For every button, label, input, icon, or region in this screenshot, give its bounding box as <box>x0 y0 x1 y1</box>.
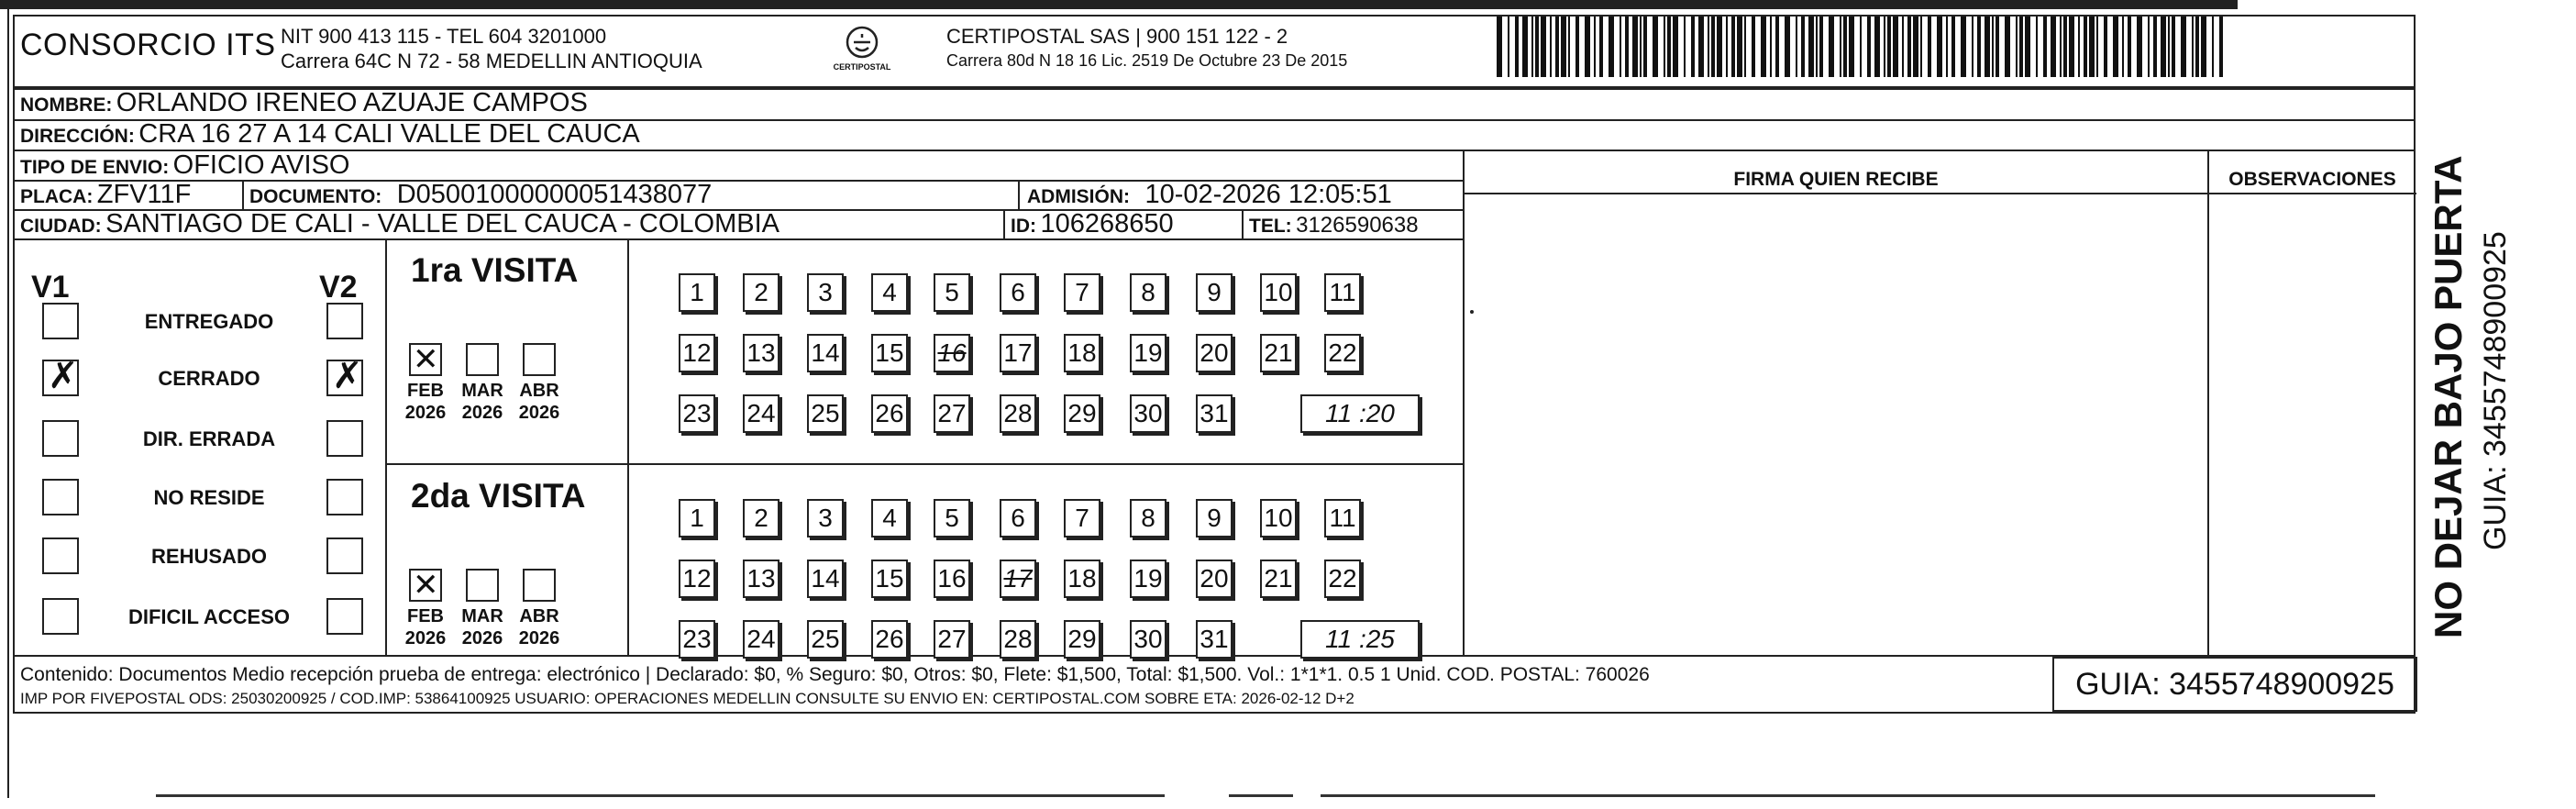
barcode-bar <box>2096 17 2098 77</box>
v2-checkbox[interactable] <box>326 479 363 515</box>
barcode-bar <box>1985 17 1990 77</box>
barcode-bar <box>1849 17 1854 77</box>
day-box[interactable]: 30 <box>1130 394 1166 433</box>
barcode-bar <box>1902 17 1904 77</box>
barcode-bar <box>1775 17 1779 77</box>
company-info <box>281 24 702 73</box>
month-label: MAR <box>461 381 503 401</box>
barcode-bar <box>2060 17 2062 77</box>
day-box[interactable]: 25 <box>807 620 844 659</box>
certipostal-license: Carrera 80d N 18 16 Lic. 2519 De Octubre 23 De 2015 <box>946 51 1348 70</box>
barcode-bar <box>2219 17 2223 77</box>
v1-checkbox[interactable] <box>42 598 79 635</box>
barcode-bar <box>1585 17 1590 77</box>
day-box[interactable]: 3 <box>807 273 844 312</box>
day-box[interactable]: 19 <box>1130 334 1166 372</box>
barcode-bar <box>2153 17 2157 77</box>
barcode-bar <box>1555 17 1559 77</box>
admision-value: 10-02-2026 12:05:51 <box>1144 180 1392 209</box>
firma-header: FIRMA QUIEN RECIBE <box>1733 169 1939 190</box>
nombre-row <box>20 88 588 118</box>
barcode-bar <box>2122 17 2124 77</box>
day-box[interactable]: 23 <box>679 394 715 433</box>
day-box[interactable]: 12 <box>679 334 715 372</box>
month-checkbox[interactable] <box>523 569 556 602</box>
bottom-edge-line <box>1321 794 2375 797</box>
v1-checkbox[interactable] <box>42 420 79 457</box>
day-box[interactable]: 17 <box>1000 334 1036 372</box>
status-label: CERRADO <box>158 367 260 390</box>
barcode-bar <box>2195 17 2199 77</box>
day-box[interactable]: 28 <box>1000 394 1036 433</box>
barcode-bar <box>1625 17 1629 77</box>
ciudad-label: CIUDAD: <box>20 216 102 237</box>
month-label: ABR <box>519 381 559 401</box>
barcode-bar <box>1698 17 1704 77</box>
v1-checkbox[interactable] <box>42 537 79 574</box>
day-box[interactable]: 4 <box>871 499 908 537</box>
barcode-bar <box>1744 17 1746 77</box>
barcode-bar <box>1667 17 1671 77</box>
day-box[interactable]: 1 <box>679 499 715 537</box>
visit-time[interactable]: 11 :25 <box>1300 620 1420 659</box>
tipo-row <box>20 150 349 181</box>
status-label: ENTREGADO <box>144 310 274 333</box>
placa-label: PLACA: <box>20 186 94 207</box>
check-mark: ✗ <box>332 355 363 397</box>
barcode-bar <box>1808 17 1814 77</box>
status-label: DIR. ERRADA <box>142 427 276 450</box>
side-guia-text: GUIA: 3455748900925 <box>2478 231 2513 550</box>
day-box[interactable]: 27 <box>934 394 970 433</box>
barcode-bar <box>1609 17 1614 77</box>
barcode-bar <box>2148 17 2150 77</box>
documento-label: DOCUMENTO: <box>249 186 382 207</box>
day-box[interactable]: 26 <box>871 620 908 659</box>
check-mark: ✕ <box>413 341 439 378</box>
day-box[interactable]: 8 <box>1130 273 1166 312</box>
month-label: FEB <box>407 606 444 626</box>
barcode-bar <box>1801 17 1805 77</box>
day-box[interactable]: 23 <box>679 620 715 659</box>
logo-text: CERTIPOSTAL <box>833 62 891 72</box>
day-box[interactable]: 14 <box>807 334 844 372</box>
barcode-bar <box>1717 17 1722 77</box>
barcode-bar <box>1640 17 1642 77</box>
nombre-label: NOMBRE: <box>20 94 113 116</box>
day-box[interactable]: 7 <box>1064 499 1100 537</box>
barcode-bar <box>2019 17 2023 77</box>
barcode-bar <box>2161 17 2166 77</box>
day-box[interactable]: 27 <box>934 620 970 659</box>
day-box[interactable]: 4 <box>871 273 908 312</box>
day-box[interactable]: 12 <box>679 560 715 598</box>
sig-header-divider <box>1465 193 2416 194</box>
day-box[interactable]: 7 <box>1064 273 1100 312</box>
day-box[interactable]: 8 <box>1130 499 1166 537</box>
day-box[interactable]: 22 <box>1324 334 1361 372</box>
barcode-bar <box>1599 17 1603 77</box>
barcode-bar <box>1840 17 1841 77</box>
barcode-bar <box>1568 17 1570 77</box>
barcode-bar <box>1961 17 1966 77</box>
barcode-bar <box>1531 17 1533 77</box>
barcode-bar <box>2192 17 2194 77</box>
tipo-value: OFICIO AVISO <box>172 150 350 180</box>
barcode-bar <box>1996 17 1999 77</box>
month-checkbox[interactable] <box>409 569 442 602</box>
v2-checkbox[interactable] <box>326 303 363 339</box>
day-box[interactable]: 31 <box>1196 620 1233 659</box>
documento-field <box>249 180 712 210</box>
barcode-bar <box>2025 17 2030 77</box>
barcode-bar <box>1673 17 1678 77</box>
barcode-bar <box>1937 17 1942 77</box>
status-label: NO RESIDE <box>153 486 265 509</box>
barcode-bar <box>1884 17 1885 77</box>
day-box[interactable]: 15 <box>871 334 908 372</box>
day-box[interactable]: 21 <box>1260 560 1297 598</box>
direccion-value: CRA 16 27 A 14 CALI VALLE DEL CAUCA <box>138 119 640 149</box>
barcode-bar <box>1664 17 1665 77</box>
day-box[interactable]: 29 <box>1064 620 1100 659</box>
day-box[interactable]: 9 <box>1196 499 1233 537</box>
barcode-bar <box>2128 17 2131 77</box>
barcode-bar <box>1816 17 1818 77</box>
day-box[interactable]: 25 <box>807 394 844 433</box>
day-box[interactable]: 17 <box>1000 560 1036 598</box>
barcode-bar <box>2172 17 2175 77</box>
day-box[interactable]: 19 <box>1130 560 1166 598</box>
day-box[interactable]: 16 <box>934 560 970 598</box>
tel-label: TEL: <box>1249 216 1292 237</box>
month-year-label <box>398 380 453 424</box>
day-box[interactable]: 9 <box>1196 273 1233 312</box>
barcode-bar <box>1684 17 1686 77</box>
status-label: DIFICIL ACCESO <box>127 605 290 628</box>
v2-label: V2 <box>319 270 358 305</box>
barcode <box>1497 17 2230 77</box>
barcode-bar <box>2036 17 2038 77</box>
year-label: 2026 <box>518 628 560 648</box>
col-divider <box>1003 209 1005 240</box>
v1-checkbox[interactable] <box>42 355 79 397</box>
visit-divider <box>387 463 1465 465</box>
barcode-bar <box>1860 17 1862 77</box>
month-label: ABR <box>519 606 559 626</box>
barcode-bar <box>1887 17 1891 77</box>
month-year-label <box>512 380 567 424</box>
day-box[interactable]: 14 <box>807 560 844 598</box>
certipostal-logo <box>830 22 894 79</box>
day-box[interactable]: 13 <box>743 334 779 372</box>
v1-checkbox[interactable] <box>42 303 79 339</box>
ciudad-value: SANTIAGO DE CALI - VALLE DEL CAUCA - COLOMBIA <box>105 209 779 238</box>
barcode-bar <box>1522 17 1528 77</box>
barcode-bar <box>2051 17 2056 77</box>
day-box[interactable]: 2 <box>743 273 779 312</box>
barcode-bar <box>1770 17 1772 77</box>
barcode-bar <box>1708 17 1709 77</box>
col-divider <box>242 180 244 211</box>
month-checkbox[interactable] <box>466 343 499 376</box>
v2-checkbox[interactable] <box>326 598 363 635</box>
barcode-bar <box>1946 17 1948 77</box>
month-year-label <box>398 605 453 649</box>
barcode-bar <box>1508 17 1509 77</box>
barcode-bar <box>1874 17 1880 77</box>
barcode-bar <box>1594 17 1596 77</box>
barcode-bar <box>1785 17 1790 77</box>
month-checkbox[interactable] <box>523 343 556 376</box>
v1-label: V1 <box>31 270 70 305</box>
tipo-label: TIPO DE ENVIO: <box>20 157 170 178</box>
direccion-row <box>20 119 640 150</box>
barcode-bar <box>1731 17 1735 77</box>
visit-title: 2da VISITA <box>411 477 586 515</box>
month-year-label <box>455 380 510 424</box>
col-divider <box>385 238 387 657</box>
top-edge-bar <box>0 0 2238 9</box>
day-box[interactable]: 21 <box>1260 334 1297 372</box>
day-box[interactable]: 16 <box>934 334 970 372</box>
year-label: 2026 <box>404 628 447 648</box>
barcode-bar <box>1920 17 1922 77</box>
company-address: Carrera 64C N 72 - 58 MEDELLIN ANTIOQUIA <box>281 50 702 72</box>
barcode-bar <box>2113 17 2118 77</box>
year-label: 2026 <box>404 403 447 423</box>
v2-checkbox[interactable] <box>326 355 363 397</box>
placa-value: ZFV11F <box>96 180 192 209</box>
day-box[interactable]: 24 <box>743 394 779 433</box>
id-field <box>1011 209 1174 239</box>
barcode-bar <box>2084 17 2087 77</box>
year-label: 2026 <box>461 628 503 648</box>
company-nit: NIT 900 413 115 - TEL 604 3201000 <box>281 25 607 48</box>
day-box[interactable]: 15 <box>871 560 908 598</box>
v1-checkbox[interactable] <box>42 479 79 515</box>
company-name: CONSORCIO ITS <box>20 28 276 62</box>
barcode-bar <box>2212 17 2214 77</box>
placa-field <box>20 180 191 210</box>
barcode-bar <box>1535 17 1539 77</box>
day-box[interactable]: 11 <box>1324 499 1361 537</box>
status-label: REHUSADO <box>151 545 267 568</box>
barcode-bar <box>1972 17 1973 77</box>
left-edge-line <box>7 9 9 798</box>
month-year-label <box>455 605 510 649</box>
row-divider <box>13 150 2416 151</box>
nombre-value: ORLANDO IRENEO AZUAJE CAMPOS <box>116 88 588 117</box>
barcode-bar <box>1737 17 1742 77</box>
barcode-bar <box>2005 17 2010 77</box>
day-box[interactable]: 18 <box>1064 560 1100 598</box>
day-box[interactable]: 2 <box>743 499 779 537</box>
check-mark: ✗ <box>48 355 79 397</box>
direccion-label: DIRECCIÓN: <box>20 126 135 147</box>
day-box[interactable]: 20 <box>1196 560 1233 598</box>
barcode-bar <box>2043 17 2047 77</box>
v2-checkbox[interactable] <box>326 420 363 457</box>
day-box[interactable]: 29 <box>1064 394 1100 433</box>
day-box[interactable]: 6 <box>1000 499 1036 537</box>
barcode-bar <box>1575 17 1579 77</box>
barcode-bar <box>1691 17 1695 77</box>
barcode-bar <box>2181 17 2186 77</box>
year-label: 2026 <box>461 403 503 423</box>
visit-time[interactable]: 11 :20 <box>1300 394 1420 433</box>
admision-label: ADMISIÓN: <box>1027 186 1130 207</box>
barcode-bar <box>2137 17 2142 77</box>
admision-field <box>1027 180 1392 210</box>
month-checkbox[interactable] <box>466 569 499 602</box>
barcode-bar <box>1907 17 1911 77</box>
barcode-bar <box>2089 17 2095 77</box>
barcode-bar <box>1515 17 1519 77</box>
col-divider <box>1018 180 1020 211</box>
day-box[interactable]: 22 <box>1324 560 1361 598</box>
day-box[interactable]: 3 <box>807 499 844 537</box>
barcode-bar <box>1550 17 1552 77</box>
day-box[interactable]: 13 <box>743 560 779 598</box>
barcode-bar <box>1796 17 1797 77</box>
barcode-bar <box>1497 17 1502 77</box>
bottom-edge-line <box>1229 794 1293 797</box>
barcode-bar <box>1541 17 1546 77</box>
month-checkbox[interactable] <box>409 343 442 376</box>
footer-contents: Contenido: Documentos Medio recepción prueba de entrega: electrónico | Declarado: $0, % Seguro: $0, Otros: $0, Flete: $1,500, Total: $1,500. Vol.: 1*1*1. 0.5 1 Unid. COD. POSTAL: 760026 <box>20 664 1650 685</box>
col-divider <box>1242 209 1244 240</box>
day-box[interactable]: 5 <box>934 499 970 537</box>
barcode-bar <box>1867 17 1871 77</box>
id-label: ID: <box>1011 216 1036 237</box>
col-divider <box>627 238 629 657</box>
barcode-bar <box>1977 17 1981 77</box>
barcode-bar <box>1951 17 1955 77</box>
signature-dot <box>1470 310 1474 314</box>
barcode-bar <box>1643 17 1647 77</box>
barcode-bar <box>1928 17 1931 77</box>
month-label: FEB <box>407 381 444 401</box>
footer-print-info: IMP POR FIVEPOSTAL ODS: 25030200925 / COD.IMP: 53864100925 USUARIO: OPERACIONES MEDELLIN CONSULTE SU ENVIO EN: CERTIPOSTAL.COM SOBRE ETA: 2026-02-12 D+2 <box>20 690 1354 707</box>
barcode-bar <box>2168 17 2170 77</box>
day-box[interactable]: 24 <box>743 620 779 659</box>
no-dejar-text: NO DEJAR BAJO PUERTA <box>2427 155 2470 638</box>
visit-title: 1ra VISITA <box>411 251 579 289</box>
barcode-bar <box>1752 17 1755 77</box>
ciudad-field <box>20 209 779 239</box>
barcode-bar <box>1843 17 1847 77</box>
barcode-bar <box>1819 17 1823 77</box>
barcode-bar <box>1761 17 1766 77</box>
col-divider <box>2207 150 2209 657</box>
certipostal-nit: CERTIPOSTAL SAS | 900 151 122 - 2 <box>946 25 1288 48</box>
barcode-bar <box>1653 17 1658 77</box>
barcode-bar <box>2069 17 2074 77</box>
year-label: 2026 <box>518 403 560 423</box>
day-box[interactable]: 5 <box>934 273 970 312</box>
day-box[interactable]: 10 <box>1260 273 1297 312</box>
col-divider <box>1463 150 1465 657</box>
barcode-bar <box>1726 17 1728 77</box>
observaciones-header: OBSERVACIONES <box>2228 169 2396 190</box>
documento-value: D05001000000051438077 <box>396 180 713 209</box>
tel-value: 3126590638 <box>1296 213 1419 238</box>
barcode-bar <box>1913 17 1918 77</box>
month-label: MAR <box>461 606 503 626</box>
day-box[interactable]: 30 <box>1130 620 1166 659</box>
barcode-bar <box>2063 17 2067 77</box>
v2-checkbox[interactable] <box>326 537 363 574</box>
barcode-bar <box>1620 17 1621 77</box>
barcode-bar <box>1992 17 1994 77</box>
day-box[interactable]: 28 <box>1000 620 1036 659</box>
month-year-label <box>512 605 567 649</box>
day-box[interactable]: 6 <box>1000 273 1036 312</box>
day-box[interactable]: 1 <box>679 273 715 312</box>
day-box[interactable]: 10 <box>1260 499 1297 537</box>
certipostal-info <box>946 24 1347 73</box>
day-box[interactable]: 11 <box>1324 273 1361 312</box>
check-mark: ✕ <box>413 567 439 604</box>
day-box[interactable]: 26 <box>871 394 908 433</box>
barcode-bar <box>1711 17 1715 77</box>
id-value: 106268650 <box>1040 209 1174 238</box>
bottom-edge-line <box>156 794 1165 797</box>
barcode-bar <box>2201 17 2206 77</box>
day-box[interactable]: 18 <box>1064 334 1100 372</box>
barcode-bar <box>1893 17 1898 77</box>
day-box[interactable]: 31 <box>1196 394 1233 433</box>
tel-field <box>1249 213 1419 238</box>
day-box[interactable]: 20 <box>1196 334 1233 372</box>
barcode-bar <box>1829 17 1834 77</box>
barcode-bar <box>1632 17 1638 77</box>
barcode-bar <box>2078 17 2080 77</box>
barcode-bar <box>2016 17 2018 77</box>
barcode-bar <box>2104 17 2107 77</box>
footer-guia: GUIA: 3455748900925 <box>2052 657 2417 712</box>
barcode-bar <box>1561 17 1566 77</box>
